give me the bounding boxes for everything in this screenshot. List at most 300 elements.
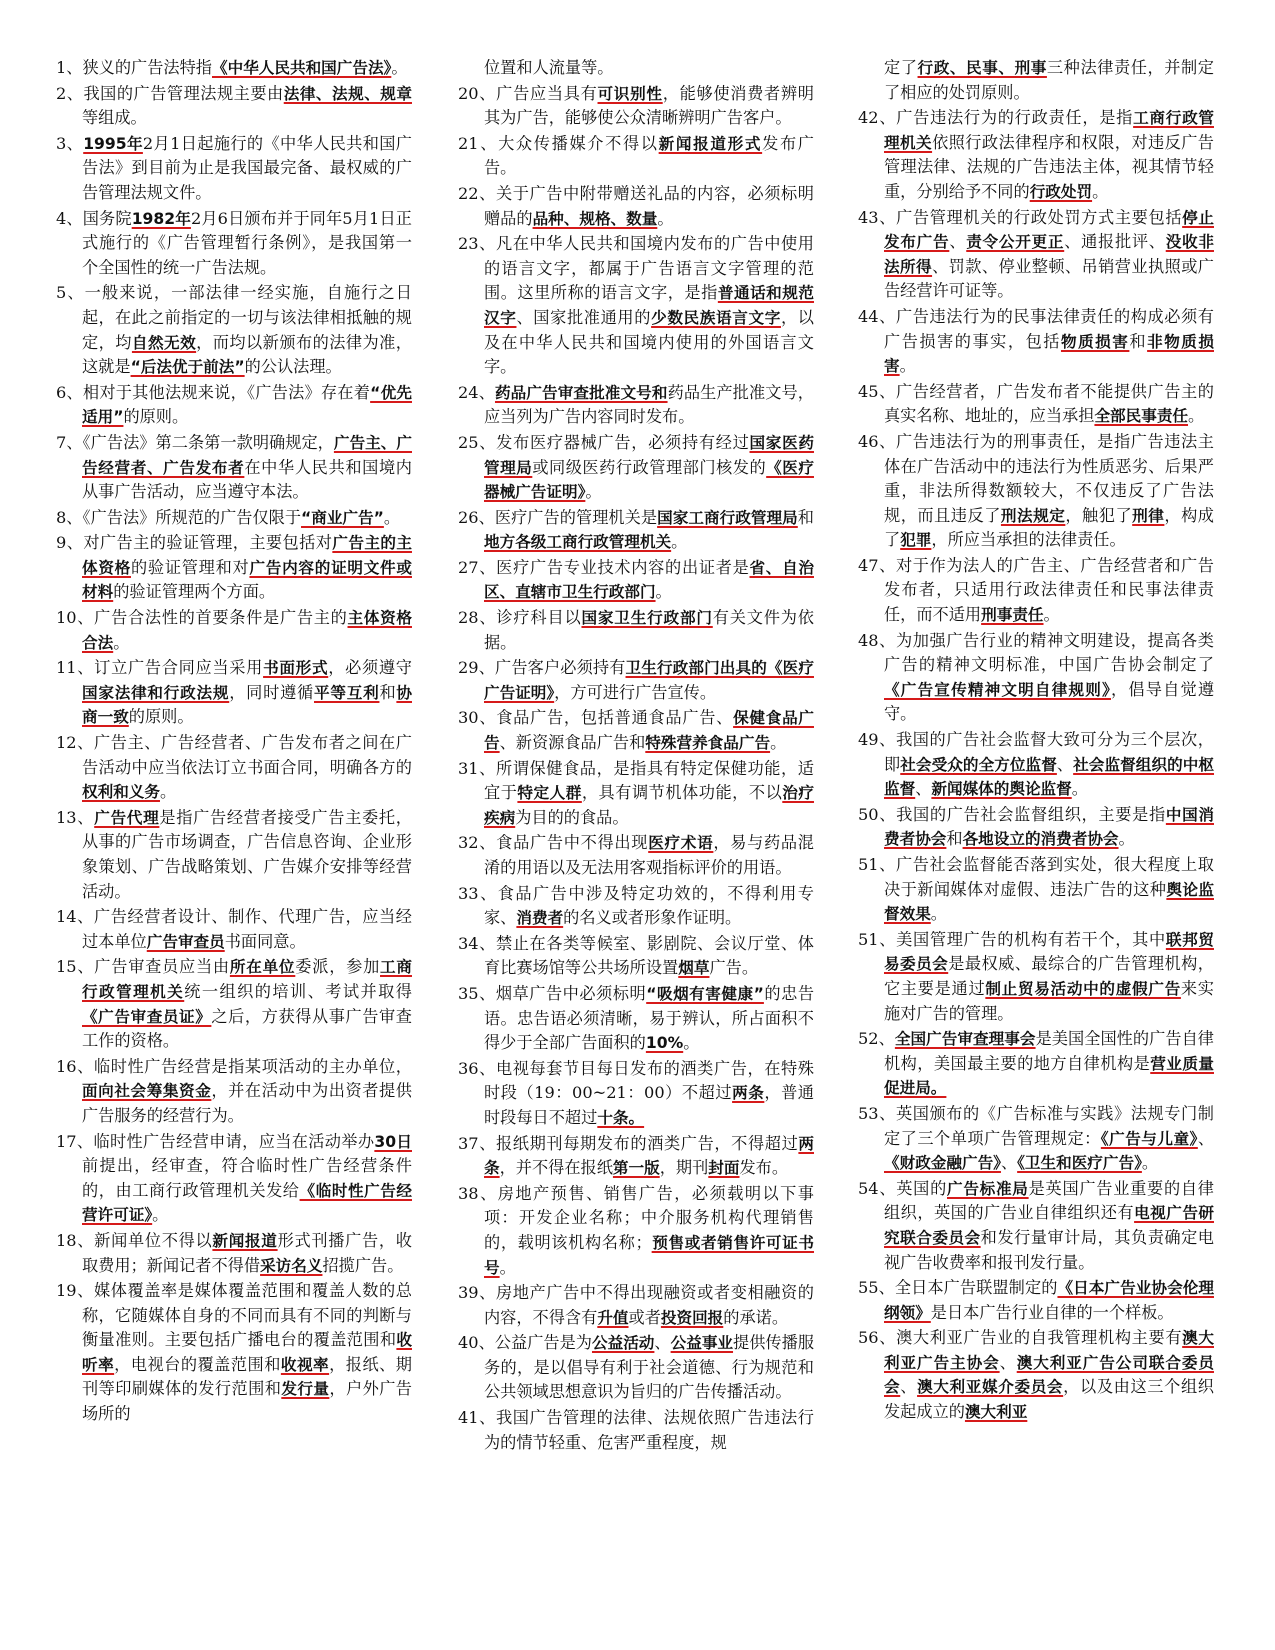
column-1 [56,56,412,1428]
item-text: 、 [654,1333,671,1353]
item-text: 、 [1056,754,1074,774]
answer-highlight: 面向社会筹集资金 [82,1082,212,1101]
answer-highlight: 第一版 [612,1159,660,1178]
answer-highlight: 《广告宣传精神文明自律规则》 [884,680,1111,699]
item-text: 33、食品广告中涉及特定功效的，不得利用专家、 [458,883,814,928]
answer-highlight: 协商一致 [82,683,412,727]
item-text: 的公认法理。 [244,357,342,377]
continued-item [858,56,1214,105]
item-text: 是日本广告行业自律的一个样板。 [930,1302,1174,1322]
answer-highlight: 广告内容的证明文件或材料 [82,558,412,602]
item-text: 是美国全国性的广告自律机构，美国最主要的地方自律机构是 [884,1029,1214,1073]
question-item [458,556,814,605]
answer-highlight: 犯罪 [900,531,932,550]
item-text: 、 [900,1377,918,1397]
question-item [56,1055,412,1129]
question-item [458,182,814,231]
answer-highlight: 十条。 [597,1108,645,1127]
answer-highlight: 《医疗器械广告证明》 [484,458,814,502]
question-item [56,82,412,131]
item-text: 。 [585,482,602,502]
question-item [458,1281,814,1330]
item-text: 。 [899,356,916,376]
answer-highlight: 行政、民事、刑事 [917,59,1047,77]
answer-highlight: 责令公开更正 [966,233,1065,252]
answer-highlight: 《卫生和医疗广告》 [1017,1154,1142,1173]
answer-highlight: 所在单位 [229,958,296,977]
item-text: 有关文件为依据。 [484,608,814,652]
question-item [858,106,1214,204]
item-text: 44、广告违法行为的民事法律责任的构成必须有广告损害的事实，包括 [858,306,1214,351]
question-item [458,232,814,380]
question-item [458,831,814,880]
answer-highlight: 《广告审查员证》 [82,1007,212,1026]
item-text: 是指广告经营者接受广告主委托，从事的广告市场调查，广告信息咨询、企业形象策划、广告战略策划、广告媒介安排等经营活动。 [82,807,412,901]
item-text: 4、国务院 [56,208,132,228]
item-text: 。 [770,733,787,753]
item-text: 41、我国广告管理的法律、法规依照广告违法行为的情节轻重、危害严重程度，规 [458,1408,814,1452]
item-text: 。 [113,632,130,652]
answer-highlight: 新闻报道形式 [658,134,763,153]
answer-highlight: 10% [645,1034,684,1053]
continued-item [458,56,814,81]
answer-highlight: 《日本广告业协会伦理纲领》 [884,1279,1214,1322]
question-item [858,803,1214,852]
answer-highlight: 电视广告研究联合委员会 [884,1204,1214,1247]
answer-highlight: 刑事责任 [981,606,1044,625]
answer-highlight: 行政处罚 [1029,182,1093,201]
item-text: 。 [1188,406,1205,426]
answer-highlight: 舆论监督效果 [884,880,1214,924]
question-item [56,955,412,1053]
item-text: 29、广告客户必须持有 [458,658,626,678]
question-item [56,506,412,531]
item-text: 5、一般来说，一部法律一经实施，自施行之日起，在此之前指定的一切与该法律相抵触的规定，均 [56,283,412,352]
item-text: ，易与药品混淆的用语以及无法用客观指标评价的用语。 [484,833,814,877]
item-text: 发布广告。 [484,133,814,178]
item-text: 委派，参加 [295,957,381,977]
item-text: 和 [1129,331,1148,351]
item-text: ，并不得在报纸 [499,1158,613,1178]
item-text: 依照行政法律程序和权限，对违反广告管理法律、法规的广告违法主体，视其情节轻重，分别给予不同的 [884,132,1214,201]
item-text: 40、公益广告是为 [458,1333,592,1353]
item-text: 。 [655,582,672,602]
item-text: 。 [499,1257,516,1277]
question-item [858,305,1214,379]
question-item [858,1027,1214,1101]
answer-highlight: “吸烟有害健康” [646,984,764,1003]
question-item [458,982,814,1056]
answer-highlight: 法律、法规、规章 [283,84,412,103]
question-item [458,82,814,131]
item-text: 28、诊疗科目以 [458,608,582,628]
item-text: 42、广告违法行为的行政责任，是指 [858,108,1134,128]
item-text: 。 [671,532,688,552]
question-item [858,928,1214,1026]
item-text: 21、大众传播媒介不得以 [458,133,659,153]
item-text: 25、发布医疗器械广告，必须持有经过 [458,432,750,452]
item-text: 前提出，经审查，符合临时性广告经营条件的，由工商行政管理机关发给 [82,1156,412,1200]
item-text: 三种法律责任，并制定了相应的处罚原则。 [884,58,1214,102]
item-text: 23、凡在中华人民共和国境内发布的广告中使用的语言文字，都属于广告语言文字管理的范围。这里所称的语言文字，是指 [458,234,814,303]
item-text: 31、所谓保健食品，是指具有特定保健功能，适宜于 [458,758,814,803]
answer-highlight: 普通话和规范汉字 [484,284,814,327]
question-item [56,1229,412,1278]
item-text: 、 [915,779,932,799]
answer-highlight: 烟草 [678,959,710,978]
item-text: 。 [930,904,947,924]
answer-highlight: 投资回报 [660,1308,724,1327]
item-text: 2月6日颁布并于同年5月1日正式施行的《广告管理暂行条例》，是我国第一个全国性的统一广告法规。 [82,208,412,277]
item-text: 为目的的食品。 [515,807,629,827]
item-text: 47、对于作为法人的广告主、广告经营者和广告发布者，只适用行政法律责任和民事法律责任，而不适用 [858,555,1214,625]
item-text: 、通报批评、 [1064,232,1166,252]
question-item [56,531,412,605]
question-item [458,1406,814,1455]
column-2 [458,56,814,1456]
item-text: ，户外广告场所的 [82,1379,412,1424]
item-text: 13、 [56,807,95,827]
answer-highlight: 公益事业 [670,1334,734,1353]
item-text: ，倡导自觉遵守。 [884,679,1215,724]
answer-highlight: 主体资格合法 [82,609,412,652]
item-text: ，同时遵循 [229,682,314,702]
item-text: 56、澳大利亚广告业的自我管理机构主要有 [858,1328,1183,1348]
answer-highlight: 刑法规定 [1000,506,1066,525]
answer-highlight: 全国广告审查理事会 [894,1030,1036,1049]
item-text: 12、广告主、广告经营者、广告发布者之间在广告活动中应当依法订立书面合同，明确各方的 [56,733,412,777]
question-item [458,132,814,181]
item-text: 6、相对于其他法规来说，《广告法》存在着 [56,382,371,402]
item-text: 来实施对广告的管理。 [884,978,1214,1023]
answer-highlight: 《临时性广告经营许可证》 [82,1181,412,1225]
answer-highlight: 书面形式 [263,659,329,678]
item-text: 。 [391,58,408,77]
question-item [458,1132,814,1181]
answer-highlight: “优先适用” [82,383,412,427]
question-item [858,554,1214,628]
item-text: 53、英国颁布的《广告标准与实践》法规专门制定了三个单项广告管理规定： [858,1103,1214,1148]
answer-highlight: 非物质损害 [884,332,1214,376]
question-item [458,606,814,655]
item-text: ，电视台的覆盖范围和 [114,1354,281,1374]
item-text: 。 [1141,1153,1159,1173]
item-text: 52、 [858,1029,895,1049]
answer-highlight: 各地设立的消费者协会 [962,830,1119,849]
answer-highlight: 30日 [374,1132,412,1151]
item-text: 45、广告经营者，广告发布者不能提供广告主的真实名称、地址的，应当承担 [858,381,1214,426]
answer-highlight: “商业广告” [301,508,384,527]
item-text: 等组成。 [82,108,147,128]
question-item [56,281,412,379]
question-item [858,1177,1214,1275]
item-text: ，具有调节机体功能，不以 [581,783,783,803]
question-item [858,1276,1214,1325]
item-text: 9、对广告主的验证管理，主要包括对 [56,533,333,553]
answer-highlight: 刑律 [1132,506,1165,525]
answer-highlight: 1995年 [83,134,143,153]
item-text: 。 [383,507,401,527]
answer-highlight: 广告主、广告经营者、广告发布者 [82,433,412,477]
question-item [858,1326,1214,1424]
question-item [458,706,814,755]
question-item [458,932,814,981]
item-text: 19、媒体覆盖率是媒体覆盖范围和覆盖人数的总称，它随媒体自身的不同而具有不同的判断与衡量准则。主要包括广播电台的覆盖范围和 [56,1281,412,1350]
item-text: 、国家批准通用的 [516,307,652,327]
item-text: 统一组织的培训、考试并取得 [184,981,412,1001]
answer-highlight: 澳大利亚广告公司联合委员会 [884,1353,1214,1397]
item-text: 的验证管理两个方面。 [113,582,276,602]
answer-highlight: 社会监督组织的中枢监督 [884,755,1215,799]
answer-highlight: 新闻媒体的舆论监督 [931,780,1072,799]
question-item [56,731,412,805]
item-text: 。 [1092,181,1109,201]
answer-highlight: 省、自治区、直辖市卫生行政部门 [484,558,814,602]
answer-highlight: 国家卫生行政部门 [581,609,713,628]
item-text: 和 [797,507,814,527]
item-text: 的名义或者形象作证明。 [563,908,742,928]
answer-highlight: 封面 [708,1159,740,1178]
item-text: 。 [1071,779,1088,799]
question-item [458,1057,814,1131]
item-text: 43、广告管理机关的行政处罚方式主要包括 [858,207,1183,227]
question-item [56,56,412,81]
answer-highlight: 没收非法所得 [884,233,1214,276]
answer-highlight: 公益活动 [591,1334,655,1353]
item-text: 。 [657,208,674,228]
column-3 [858,56,1214,1426]
item-text: 的验证管理和对 [130,557,250,577]
item-text: 药品生产批准文号，应当列为广告内容同时发布。 [484,382,814,427]
item-text: 20、广告应当具有 [458,83,598,103]
answer-highlight: 社会受众的全方位监督 [900,755,1057,774]
item-text: 或者 [628,1307,661,1327]
question-item [458,1182,814,1280]
answer-highlight: 药品广告审查批准文号和 [494,383,668,402]
answer-highlight: 国家法律和行政法规 [82,683,230,702]
item-text: 50、我国的广告社会监督组织，主要是指 [858,804,1166,824]
item-text: 、 [1197,1128,1215,1148]
question-item [858,853,1214,927]
item-text: ，以及由这三个组织发起成立的 [884,1377,1214,1422]
item-text: ，并在活动中为出资者提供广告服务的经营行为。 [82,1081,412,1125]
question-item [56,905,412,954]
item-text: 7、《广告法》第二条第一款明确规定， [56,432,334,452]
answer-highlight: 广告审查员 [146,932,225,951]
item-text: 和 [946,829,963,849]
item-text: 26、医疗广告的管理机关是 [458,507,658,527]
question-item [458,882,814,931]
question-item [458,381,814,430]
item-text: 1、狭义的广告法特指 [56,58,212,77]
item-text: 54、英国的 [858,1178,947,1198]
item-text: 10、广告合法性的首要条件是广告主的 [56,608,348,628]
answer-highlight: 医疗术语 [648,834,714,853]
item-text: ，而均以新颁布的法律为准，这就是 [82,332,412,377]
answer-highlight: 升值 [597,1308,629,1327]
item-text: 或同级医药行政管理部门核发的 [532,457,767,477]
item-text: 2月1日起施行的《中华人民共和国广告法》到目前为止是我国最完备、最权威的广告管理法规文件。 [82,133,412,202]
answer-highlight: 全部民事责任 [1094,407,1189,426]
item-text: 36、电视每套节目每日发布的酒类广告，在特殊时段（19：00~21：00）不超过 [458,1058,814,1103]
item-text: ，普通时段每日不超过 [484,1083,814,1127]
answer-highlight: 特殊营养食品广告 [645,734,771,753]
question-item [56,381,412,430]
answer-highlight: 预售或者销售许可证书号 [484,1233,814,1277]
item-text: 位置和人流量等。 [484,58,614,77]
item-text: 书面同意。 [224,931,306,951]
answer-highlight: 消费者 [516,909,564,928]
answer-highlight: 可识别性 [597,84,663,103]
question-item [858,430,1214,553]
answer-highlight: 澳大利亚广告主协会 [884,1329,1214,1372]
answer-highlight: 治疗疾病 [484,784,814,827]
answer-highlight: 国家医药管理局 [484,433,814,477]
item-text: 。 [152,1205,169,1225]
item-text: 。 [159,782,177,802]
answer-highlight: 联邦贸易委员会 [884,930,1214,974]
item-text: 、 [1000,1153,1018,1173]
item-text: 是英国广告业重要的自律组织，英国的广告业自律组织还有 [884,1178,1214,1223]
question-item [458,1331,814,1405]
answer-highlight: 权利和义务 [82,783,160,802]
answer-highlight: 平等互利 [314,683,380,702]
answer-highlight: 国家工商行政管理局 [657,508,798,527]
item-text: 49、我国的广告社会监督大致可分为三个层次，即 [858,730,1214,774]
item-text: ，必须遵守 [328,658,412,678]
item-text: 和 [379,682,397,702]
answer-highlight: 发行量 [281,1380,330,1399]
answer-highlight: 澳大利亚媒介委员会 [917,1378,1064,1397]
item-text: 15、广告审查员应当由 [56,957,230,977]
item-text: 、 [999,1352,1017,1372]
answer-highlight: 《广告与儿童》 [1100,1129,1198,1148]
item-text: 27、医疗广告专业技术内容的出证者是 [458,557,750,577]
question-item [858,629,1214,727]
item-text: 是最权威、最综合的广告管理机构，它主要是通过 [884,954,1214,998]
question-item [56,806,412,904]
question-item [56,656,412,730]
item-text: 3、 [56,133,84,153]
item-text: ，方可进行广告宣传。 [554,682,717,702]
question-item [458,506,814,555]
question-item [458,757,814,831]
answer-highlight: 卫生行政部门出具的《医疗广告证明》 [484,659,814,702]
answer-highlight: 保健食品广告 [484,709,814,753]
question-item [858,206,1214,304]
answer-highlight: 广告代理 [94,808,160,827]
item-text: 、罚款、停业整顿、吊销营业执照或广告经营许可证等。 [884,256,1214,301]
item-text: 、 [949,232,967,252]
item-text: 35、烟草广告中必须标明 [458,983,647,1003]
question-item [858,380,1214,429]
item-text: 发布。 [739,1158,789,1178]
item-text: 定了 [884,58,918,77]
item-text: 22、关于广告中附带赠送礼品的内容，必须标明赠品的 [458,183,814,228]
question-item [56,132,412,206]
item-text: ，以及在中华人民共和国境内使用的外国语言文字。 [484,307,814,377]
item-text: 的承诺。 [723,1307,789,1327]
item-text: 38、房地产预售、销售广告，必须载明以下事项：开发企业名称；中介服务机构代理销售的，载明该机构名称； [458,1183,814,1252]
item-text: ，所应当承担的法律责任。 [931,530,1126,550]
answer-highlight: 澳大利亚 [964,1403,1028,1422]
item-text: 39、房地产广告中不得出现融资或者变相融资的内容，不得含有 [458,1283,814,1327]
question-item [858,728,1214,802]
item-text: ，能够使消费者辨明其为广告，能够使公众清晰辨明广告客户。 [484,83,814,128]
answer-highlight: 自然无效 [131,333,197,352]
item-text: 。 [1043,605,1060,625]
answer-highlight: 《财政金融广告》 [884,1154,1001,1173]
item-text: 的原则。 [123,407,189,427]
item-text: ，期刊 [659,1158,709,1178]
answer-highlight: 物质损害 [1060,332,1130,351]
item-text: 16、临时性广告经营是指某项活动的主办单位， [56,1056,412,1076]
item-text: 51、美国管理广告的机构有若干个，其中 [858,929,1166,949]
item-text: 。 [683,1033,700,1053]
item-text: 招揽广告。 [322,1255,404,1275]
answer-highlight: 广告主的主体资格 [82,534,412,577]
answer-highlight: 1982年 [131,209,191,228]
item-text: 和发行量审计局，其负责确定电视广告收费率和报刊发行量。 [884,1227,1214,1272]
question-item [56,1279,412,1427]
item-text: 17、临时性广告经营申请，应当在活动举办 [56,1131,375,1151]
item-text: ，触犯了 [1065,505,1133,525]
answer-highlight: 工商行政管理机关 [884,109,1214,152]
answer-highlight: 少数民族语言文字 [651,308,781,327]
answer-highlight: 品种、规格、数量 [532,209,658,228]
answer-highlight: 制止贸易活动中的虚假广告 [985,979,1181,998]
item-text: 11、订立广告合同应当采用 [56,658,264,678]
answer-highlight: 收听率 [82,1331,412,1374]
item-text: 2、我国的广告管理法规主要由 [56,83,284,103]
item-text: 37、报纸期刊每期发布的酒类广告，不得超过 [458,1133,799,1153]
answer-highlight: 新闻报道 [212,1231,278,1250]
item-text: 、新资源食品广告和 [499,733,646,753]
question-item [56,207,412,281]
answer-highlight: 中国消费者协会 [884,805,1214,849]
item-text: ，报纸、期刊等印刷媒体的发行范围和 [82,1354,412,1399]
answer-highlight: 特定人群 [517,784,582,803]
answer-highlight: 两条 [484,1134,814,1178]
item-text: 51、广告社会监督能否落到实处，很大程度上取决于新闻媒体对虚假、违法广告的这种 [858,855,1214,899]
item-text: 34、禁止在各类等候室、影剧院、会议厅堂、体育比赛场馆等公共场所设置 [458,933,814,978]
question-item [458,431,814,505]
answer-highlight: 收视率 [280,1355,330,1374]
item-text: 。 [1118,829,1135,849]
question-item [458,656,814,705]
item-text: 在中华人民共和国境内从事广告活动，应当遵守本法。 [82,457,412,502]
answer-highlight: 两条 [732,1084,765,1103]
answer-highlight: 采访名义 [260,1256,323,1275]
item-text: 30、食品广告，包括普通食品广告、 [458,708,734,728]
answer-highlight: 广告标准局 [947,1179,1029,1198]
item-text: 32、食品广告中不得出现 [458,833,649,853]
item-text: 18、新闻单位不得以 [56,1230,213,1250]
item-text: 48、为加强广告行业的精神文明建设，提高各类广告的精神文明标准，中国广告协会制定了 [858,630,1214,675]
item-text: 广告。 [709,958,759,978]
item-text: 形式刊播广告，收取费用；新闻记者不得借 [82,1230,412,1275]
item-text: 24、 [458,382,495,402]
item-text: 提供传播服务的，是以倡导有利于社会道德、行为规范和公共领域思想意识为旨归的广告传播活动。 [484,1333,815,1402]
answer-highlight: “后法优于前法” [130,358,245,377]
answer-highlight: 工商行政管理机关 [82,958,412,1001]
item-text: 的原则。 [128,707,194,727]
item-text: ，构成了 [884,505,1214,550]
question-item [56,1130,412,1228]
item-text: 8、《广告法》所规范的广告仅限于 [56,507,302,527]
item-text: 46、广告违法行为的刑事责任，是指广告违法主体在广告活动中的违法行为性质恶劣、后果严重，非法所得数额较大，不仅违反了广告法规，而且违反了 [858,431,1214,525]
item-text: 14、广告经营者设计、制作、代理广告，应当经过本单位 [56,907,412,951]
